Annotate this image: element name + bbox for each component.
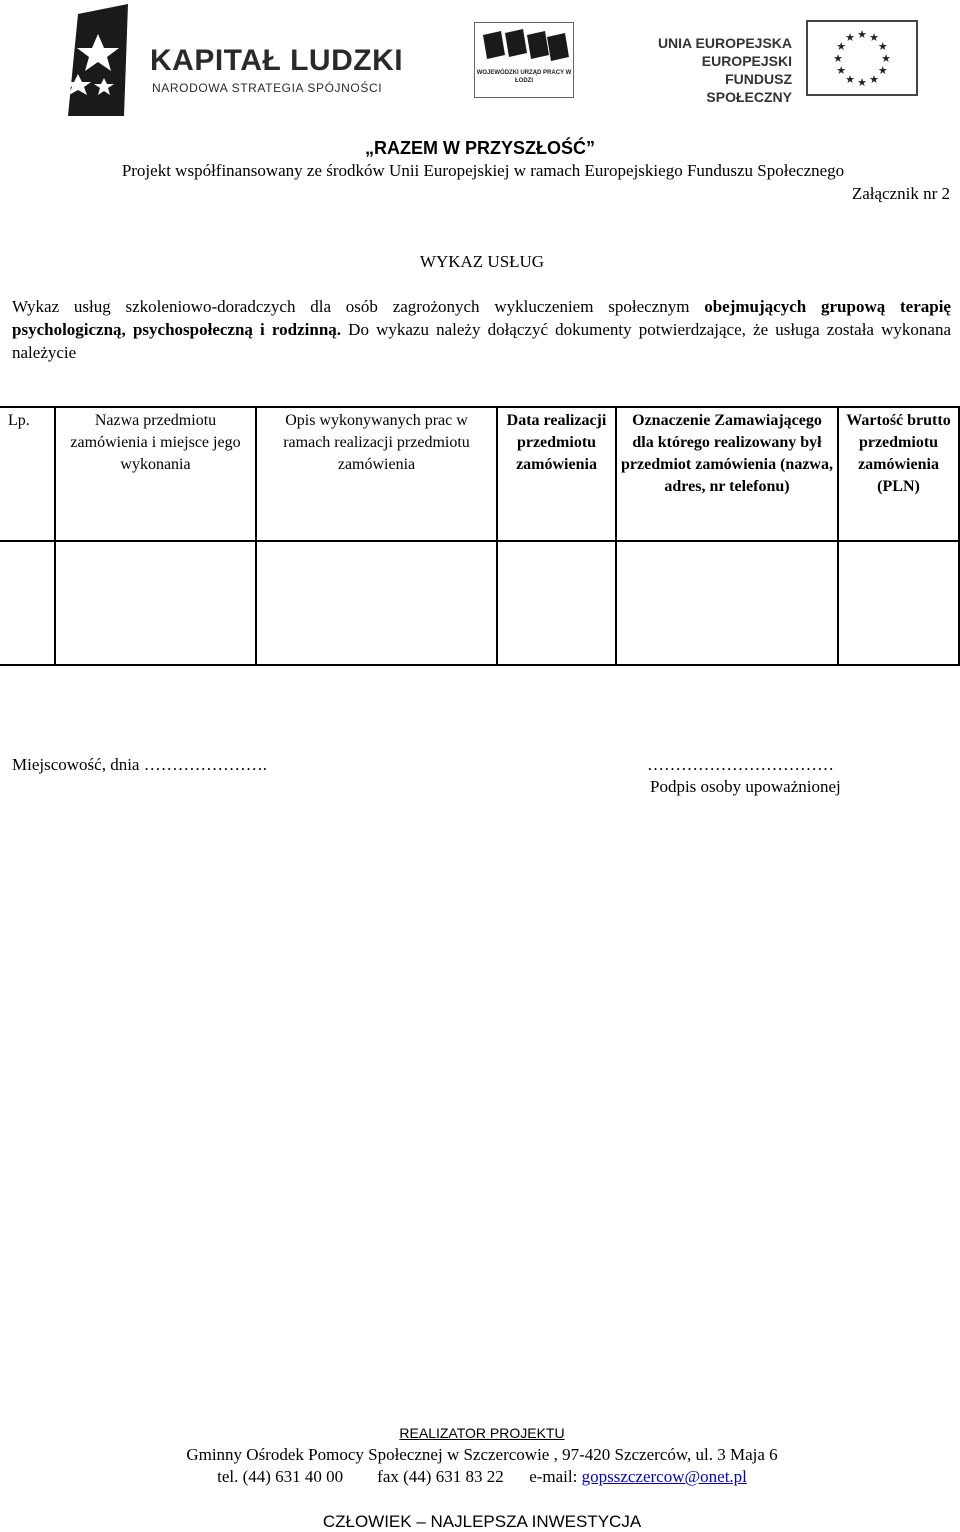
table-cell[interactable] (256, 541, 497, 665)
table-row (0, 541, 959, 665)
eu-text-line-2: EUROPEJSKI (701, 53, 792, 69)
intro-rest-text: Do wykazu należy dołączyć dokumenty potwierdzające, że usługa została wykonana należycie (12, 320, 951, 362)
kapital-ludzki-emblem-icon (58, 4, 148, 116)
eu-star-icon: ★ (857, 29, 867, 41)
eu-star-icon: ★ (877, 65, 888, 77)
footer-phone: tel. (44) 631 40 00 (217, 1467, 344, 1486)
column-header-date: Data realizacji przedmiotu zamówienia (497, 407, 616, 541)
eu-star-icon: ★ (836, 41, 847, 53)
eu-star-icon: ★ (877, 41, 888, 53)
eu-star-icon: ★ (869, 73, 879, 86)
footer-fax: fax (44) 631 83 22 (377, 1467, 504, 1486)
footer-realizator-label: REALIZATOR PROJEKTU (399, 1425, 565, 1441)
column-header-name: Nazwa przedmiotu zamówienia i miejsce jego wykonania (55, 407, 256, 541)
eu-star-icon: ★ (869, 32, 879, 45)
signature-label: Podpis osoby upoważnionej (650, 777, 841, 796)
footer-contact (0, 1467, 960, 1487)
table-cell[interactable] (616, 541, 838, 665)
eu-text-block (640, 34, 792, 106)
footer-email-link[interactable]: gopsszczercow@onet.pl (581, 1467, 747, 1486)
eu-text-line-1: UNIA EUROPEJSKA (657, 35, 792, 51)
document-title: WYKAZ USŁUG (419, 252, 545, 271)
kapital-ludzki-title: KAPITAŁ LUDZKI (150, 44, 404, 77)
wup-emblem-icon (475, 25, 573, 69)
intro-paragraph (12, 295, 951, 364)
eu-star-icon: ★ (845, 32, 855, 45)
column-header-value: Wartość brutto przedmiotu zamówienia (PLN) (838, 407, 959, 541)
eu-stars-icon (808, 22, 916, 94)
logo-bar (0, 0, 960, 120)
kapital-ludzki-logo (58, 4, 418, 116)
table-cell[interactable] (838, 541, 959, 665)
eu-star-icon: ★ (857, 77, 867, 89)
eu-flag-icon (806, 20, 918, 96)
table-cell[interactable] (0, 541, 55, 665)
column-header-client: Oznaczenie Zamawiającego dla którego realizowany był przedmiot zamówienia (nazwa, adres, nr telefonu) (616, 407, 838, 541)
footer-slogan: CZŁOWIEK – NAJLEPSZA INWESTYCJA (322, 1512, 642, 1531)
eu-star-icon: ★ (881, 53, 891, 65)
footer-email-label: e-mail: (529, 1467, 578, 1486)
eu-star-icon: ★ (833, 53, 843, 65)
project-title: „RAZEM W PRZYSZŁOŚĆ” (365, 138, 595, 158)
table-cell[interactable] (497, 541, 616, 665)
table-cell[interactable] (55, 541, 256, 665)
signature-line: …………………………… (647, 755, 834, 774)
table-header-row (0, 407, 959, 541)
column-header-lp: Lp. (0, 407, 55, 541)
eu-star-icon: ★ (845, 73, 855, 86)
services-table (0, 406, 960, 666)
footer-address: Gminny Ośrodek Pomocy Społecznej w Szczercowie , 97-420 Szczerców, ul. 3 Maja 6 (186, 1445, 778, 1464)
intro-bold-text: obejmujących grupową terapię psychologiczną, psychospołeczną i rodzinną. (12, 297, 951, 339)
wup-lodz-logo (474, 22, 574, 98)
eu-text-line-3: FUNDUSZ SPOŁECZNY (706, 71, 792, 105)
place-date-field: Miejscowość, dnia …………………. (12, 755, 267, 774)
annex-number: Załącznik nr 2 (851, 184, 950, 203)
project-funding-line: Projekt współfinansowany ze środków Unii Europejskiej w ramach Europejskiego Funduszu Społecznego (121, 161, 845, 180)
kapital-ludzki-subtitle: NARODOWA STRATEGIA SPÓJNOŚCI (152, 81, 383, 95)
intro-text: Wykaz usług szkoleniowo-doradczych dla osób zagrożonych wykluczeniem społecznym (12, 297, 705, 316)
wup-logo-text: WOJEWÓDZKI URZĄD PRACY W ŁODZI (476, 70, 572, 84)
eu-star-icon: ★ (836, 65, 847, 77)
column-header-description: Opis wykonywanych prac w ramach realizacji przedmiotu zamówienia (256, 407, 497, 541)
